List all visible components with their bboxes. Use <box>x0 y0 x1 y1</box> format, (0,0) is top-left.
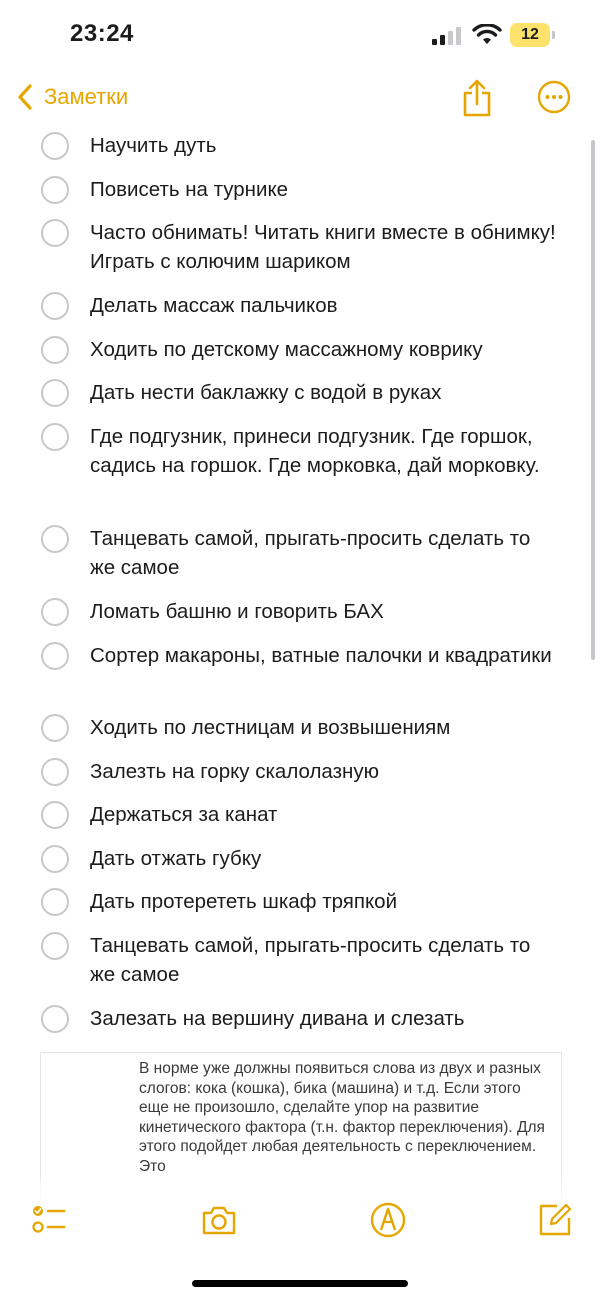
battery-icon <box>510 23 556 47</box>
chevron-left-icon <box>16 83 34 111</box>
checklist-item-text[interactable]: Дать нести баклажку с водой в руках <box>90 381 442 404</box>
checkbox-circle[interactable] <box>41 525 69 553</box>
checkbox-circle[interactable] <box>41 336 69 364</box>
checkbox-circle[interactable] <box>41 132 69 160</box>
checkbox-circle[interactable] <box>41 598 69 626</box>
checkbox-circle[interactable] <box>41 219 69 247</box>
checklist-item-text[interactable]: Делать массаж пальчиков <box>90 294 338 317</box>
camera-icon[interactable] <box>199 1200 239 1240</box>
checkbox-circle[interactable] <box>41 758 69 786</box>
attachment-text: В норме уже должны появиться слова из двух и разных слогов: кока (кошка), бика (машина) и т.д. Если этого еще не произошло, сделайте упор на развитие кинетического фактора (т.н. фактор переключения). Для этого подойдет любая деятельность с переключением. Это <box>139 1060 545 1175</box>
home-indicator[interactable] <box>192 1280 408 1287</box>
checklist-item-text[interactable]: Ходить по детскому массажному коврику <box>90 338 483 361</box>
checklist-item-text[interactable]: Танцевать самой, прыгать-просить сделать то же самое <box>90 527 531 579</box>
markup-pen-icon[interactable] <box>368 1200 408 1240</box>
checklist-item-text[interactable]: Держаться за канат <box>90 803 278 826</box>
checkbox-circle[interactable] <box>41 1005 69 1033</box>
nav-bar <box>0 70 600 126</box>
compose-icon[interactable] <box>535 1200 575 1240</box>
checkbox-circle[interactable] <box>41 379 69 407</box>
checklist-item-text[interactable]: Научить дуть <box>90 134 217 157</box>
checkbox-circle[interactable] <box>41 642 69 670</box>
wifi-icon <box>472 24 502 46</box>
checklist-item-text[interactable]: Где подгузник, принеси подгузник. Где горшок, садись на горшок. Где морковка, дай морковку. <box>90 425 540 477</box>
checklist-item-text[interactable]: Дать отжать губку <box>90 847 262 870</box>
checklist-item-text[interactable]: Дать протерететь шкаф тряпкой <box>90 890 398 913</box>
checklist-item-text[interactable]: Ходить по лестницам и возвышениям <box>90 716 451 739</box>
checkbox-circle[interactable] <box>41 932 69 960</box>
scrollbar[interactable] <box>591 140 595 660</box>
checkbox-circle[interactable] <box>41 714 69 742</box>
checklist-item-text[interactable]: Часто обнимать! Читать книги вместе в обнимку! Играть с колючим шариком <box>90 221 556 273</box>
checklist-icon[interactable] <box>28 1200 68 1240</box>
checklist-item-text[interactable]: Повисеть на турнике <box>90 178 289 201</box>
cellular-signal-icon <box>432 27 464 45</box>
checkbox-circle[interactable] <box>41 801 69 829</box>
status-bar <box>0 0 600 70</box>
bottom-toolbar <box>0 1180 600 1297</box>
checkbox-circle[interactable] <box>41 176 69 204</box>
checklist-item-text[interactable]: Залезать на вершину дивана и слезать <box>90 1007 465 1030</box>
checklist-item-text[interactable]: Ломать башню и говорить БАХ <box>90 600 384 623</box>
battery-level: 12 <box>521 26 539 43</box>
checklist-item-text[interactable]: Танцевать самой, прыгать-просить сделать то же самое <box>90 934 531 986</box>
back-button[interactable] <box>16 82 128 112</box>
checkbox-circle[interactable] <box>41 888 69 916</box>
share-icon[interactable] <box>460 78 494 118</box>
checkbox-circle[interactable] <box>41 845 69 873</box>
checklist-item-text[interactable]: Сортер макароны, ватные палочки и квадратики <box>90 644 552 667</box>
checklist-item-text[interactable]: Залезть на горку скалолазную <box>90 760 379 783</box>
status-time: 23:24 <box>70 20 134 47</box>
checkbox-circle[interactable] <box>41 423 69 451</box>
checkbox-circle[interactable] <box>41 292 69 320</box>
back-label: Заметки <box>44 84 129 109</box>
ellipsis-circle-icon[interactable] <box>537 80 571 114</box>
